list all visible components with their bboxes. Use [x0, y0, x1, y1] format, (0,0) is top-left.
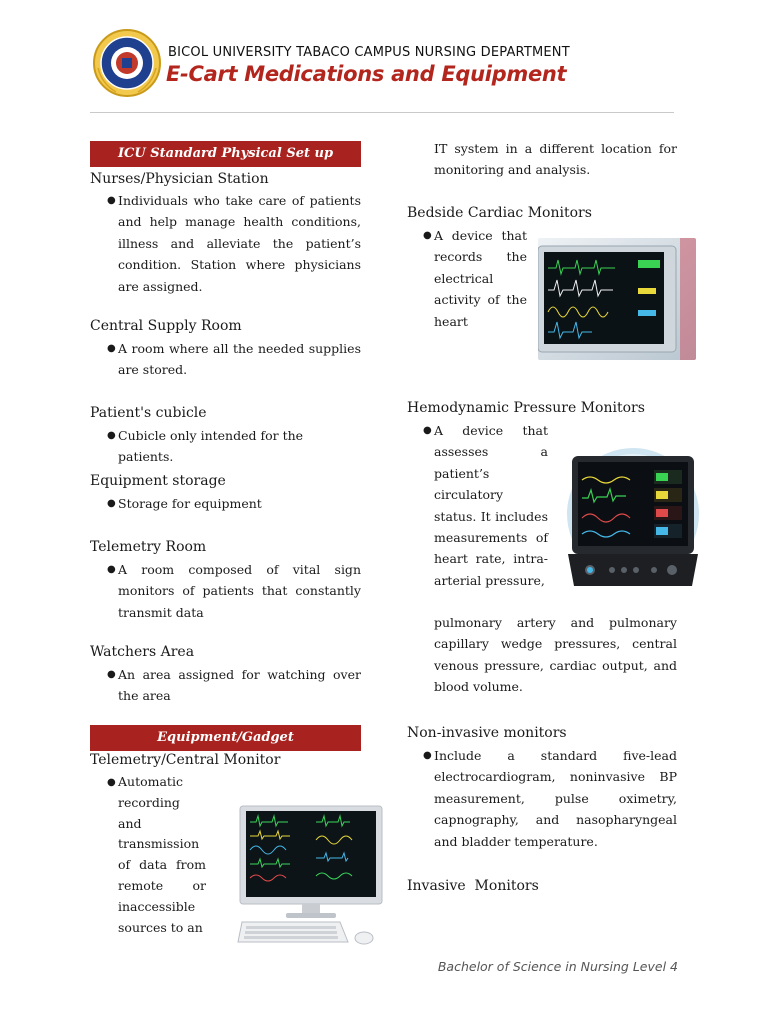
bullet-icon: ●: [107, 669, 116, 680]
text-bedside-cardiac: A device that records the electrical activity of the heart: [434, 228, 527, 329]
bullet-icon: ●: [107, 564, 116, 575]
text-nurses-station: Individuals who take care of patients and help manage health conditions, illness and alleviate the patient’s condition. Station where physicians are assigned.: [118, 193, 361, 294]
heading-central-supply: Central Supply Room: [90, 318, 242, 334]
hemodynamic-monitor-image: [562, 448, 704, 590]
bullet-icon: ●: [107, 343, 116, 354]
heading-bedside-cardiac: Bedside Cardiac Monitors: [407, 205, 592, 221]
text-central-supply: A room where all the needed supplies are stored.: [118, 341, 361, 378]
page-title: E-Cart Medications and Equipment: [166, 62, 567, 86]
bullet-icon: ●: [423, 230, 432, 241]
heading-telemetry-room: Telemetry Room: [90, 539, 207, 555]
text-equipment-storage: Storage for equipment: [118, 496, 262, 511]
bullet-icon: ●: [107, 430, 116, 441]
header-divider: [90, 112, 674, 113]
bullet-icon: ●: [107, 498, 116, 509]
text-telemetry-monitor: Automatic recording and transmission of data from remote or inaccessible sources to an: [118, 774, 206, 935]
heading-invasive: Invasive Monitors: [407, 878, 539, 894]
heading-telemetry-monitor: Telemetry/Central Monitor: [90, 752, 281, 768]
banner-icu-setup: ICU Standard Physical Set up: [90, 141, 361, 167]
heading-watchers-area: Watchers Area: [90, 644, 195, 660]
university-seal-logo: [92, 28, 162, 98]
department-name: BICOL UNIVERSITY TABACO CAMPUS NURSING DEPARTMENT: [168, 45, 570, 60]
heading-equipment-storage: Equipment storage: [90, 473, 226, 489]
heading-patients-cubicle: Patient's cubicle: [90, 405, 207, 421]
text-patients-cubicle: Cubicle only intended for the patients.: [118, 428, 304, 465]
heading-nurses-station: Nurses/Physician Station: [90, 171, 269, 187]
footer-text: Bachelor of Science in Nursing Level 4: [437, 959, 678, 974]
bullet-icon: ●: [107, 195, 116, 206]
bedside-monitor-image: [538, 238, 696, 360]
text-watchers-area: An area assigned for watching over the area: [118, 667, 361, 704]
heading-non-invasive: Non-invasive monitors: [407, 725, 567, 741]
text-telemetry-continued: IT system in a different location for monitoring and analysis.: [434, 141, 677, 178]
banner-equipment: Equipment/Gadget: [90, 725, 361, 751]
bullet-icon: ●: [423, 750, 432, 761]
text-hemodynamic-narrow: A device that assesses a patient’s circulatory status. It includes measurements of heart rate, intra-arterial pressure,: [434, 423, 548, 588]
bullet-icon: ●: [107, 777, 116, 788]
bullet-icon: ●: [423, 425, 432, 436]
text-telemetry-room: A room composed of vital sign monitors of patients that constantly transmit data: [118, 562, 361, 620]
text-non-invasive: Include a standard five-lead electrocardiogram, noninvasive BP measurement, pulse oximetry, capnography, and nasopharyngeal and bladder temperature.: [434, 748, 677, 849]
text-hemodynamic-wide: pulmonary artery and pulmonary capillary wedge pressures, central venous pressure, cardiac output, and blood volume.: [434, 615, 677, 695]
central-monitor-image: [236, 800, 386, 950]
heading-hemodynamic: Hemodynamic Pressure Monitors: [407, 400, 645, 416]
